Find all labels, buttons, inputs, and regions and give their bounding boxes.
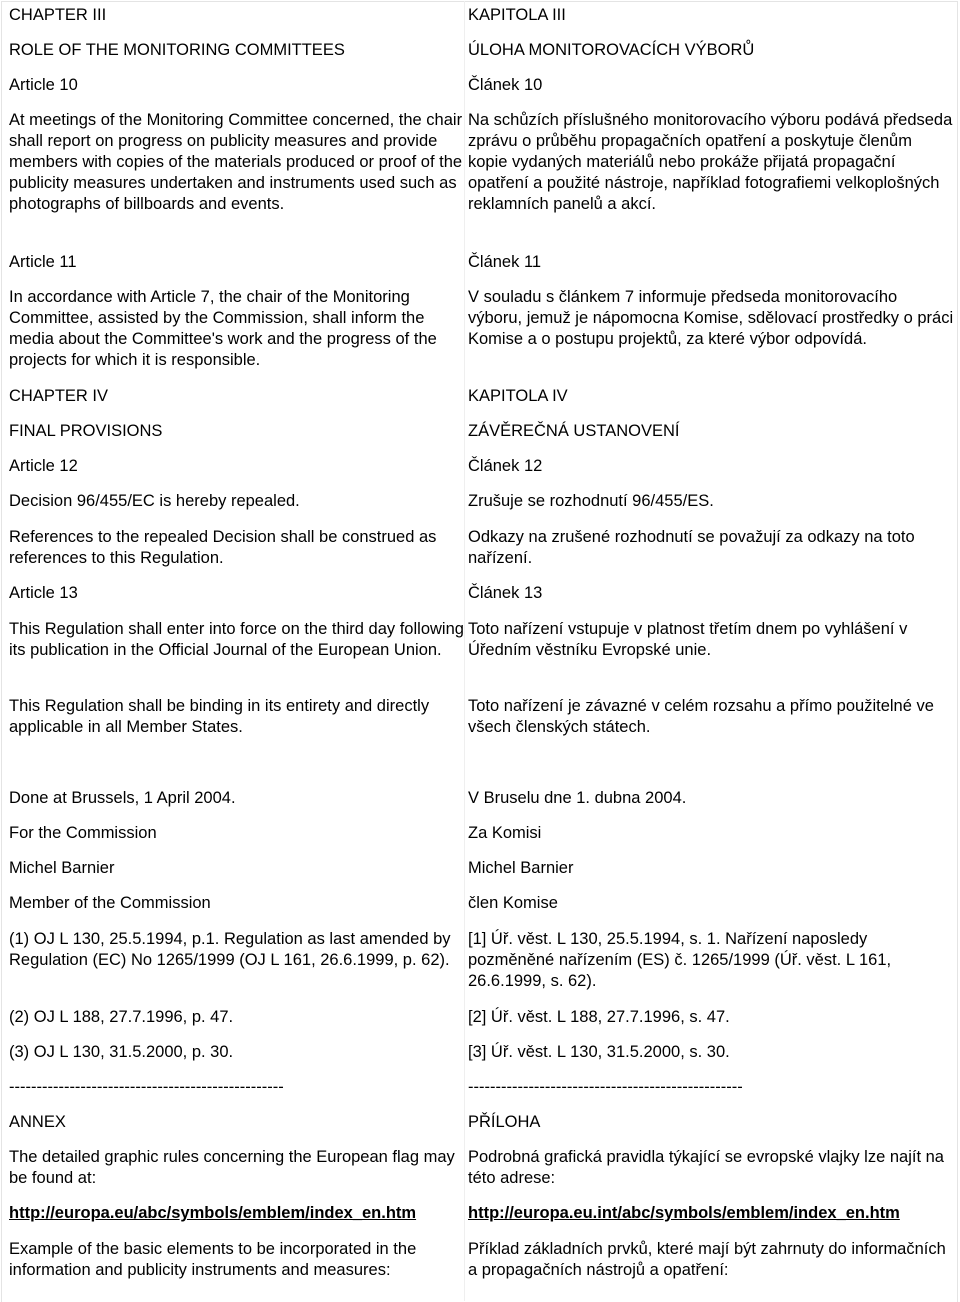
- chapter-title-en: ROLE OF THE MONITORING COMMITTEES: [9, 41, 345, 59]
- footnote-cs: [3] Úř. věst. L 130, 31.5.2000, s. 30.: [468, 1043, 730, 1061]
- signatory-role-en: Member of the Commission: [9, 894, 211, 912]
- signature-place-date-en: Done at Brussels, 1 April 2004.: [9, 789, 236, 807]
- chapter-heading-cs: KAPITOLA III: [468, 6, 566, 24]
- paragraph-en: In accordance with Article 7, the chair of the Monitoring Committee, assisted by the Commission, shall inform the media about the Committee's work and the progress of the projects for which it is responsible.: [9, 288, 437, 369]
- footnote-cs: [1] Úř. věst. L 130, 25.5.1994, s. 1. Nařízení naposledy pozměněné nařízením (ES) č. 1265/1999 (Úř. věst. L 161, 26.6.1999, s. 62).: [468, 930, 892, 990]
- paragraph-cs: V souladu s článkem 7 informuje předseda monitorovacího výboru, jemuž je nápomocna Komise, sdělovací prostředky o práci Komise a o postupu projektů, za které výbor odpovídá.: [468, 288, 954, 348]
- footnote-cs: [2] Úř. věst. L 188, 27.7.1996, s. 47.: [468, 1008, 730, 1026]
- paragraph-en: Decision 96/455/EC is hereby repealed.: [9, 492, 300, 510]
- signatory-body-cs: Za Komisi: [468, 824, 542, 842]
- signatory-name-en: Michel Barnier: [9, 859, 115, 877]
- chapter-heading-en: CHAPTER IV: [9, 387, 109, 405]
- paragraph-cs: Podrobná grafická pravidla týkající se evropské vlajky lze najít na této adrese:: [468, 1148, 944, 1187]
- paragraph-en: This Regulation shall be binding in its entirety and directly applicable in all Member States.: [9, 697, 430, 736]
- chapter-heading-cs: KAPITOLA IV: [468, 387, 568, 405]
- chapter-title-cs: ÚLOHA MONITOROVACÍCH VÝBORŮ: [468, 41, 755, 59]
- paragraph-en: Example of the basic elements to be incorporated in the information and publicity instruments and measures:: [9, 1240, 417, 1279]
- annex-heading-cs: PŘÍLOHA: [468, 1113, 541, 1131]
- article-heading-en: Article 12: [9, 457, 78, 475]
- paragraph-cs: Na schůzích příslušného monitorovacího výboru podává předseda zprávu o průběhu propagačních opatření a poskytuje členům kopie vydaných materiálů nebo prokáže přijatá propagační opatření a použité nástroje, například fotografiemi velkoplošných reklamních panelů a akcí.: [468, 111, 953, 213]
- signature-place-date-cs: V Bruselu dne 1. dubna 2004.: [468, 789, 687, 807]
- footnote-en: (3) OJ L 130, 31.5.2000, p. 30.: [9, 1043, 234, 1061]
- article-heading-en: Article 10: [9, 76, 78, 94]
- paragraph-en: At meetings of the Monitoring Committee concerned, the chair shall report on progress on publicity measures and provide members with copies of the materials produced or proof of the publicity measures undertaken and instruments used such as photographs of billboards and events.: [9, 111, 463, 213]
- signatory-role-cs: člen Komise: [468, 894, 558, 912]
- emblem-link-cs[interactable]: http://europa.eu.int/abc/symbols/emblem/index_en.htm: [468, 1204, 900, 1222]
- emblem-link-en[interactable]: http://europa.eu/abc/symbols/emblem/index_en.htm: [9, 1204, 417, 1222]
- article-heading-cs: Článek 13: [468, 584, 543, 602]
- paragraph-cs: Toto nařízení je závazné v celém rozsahu a přímo použitelné ve všech členských státech.: [468, 697, 934, 736]
- paragraph-cs: Příklad základních prvků, které mají být zahrnuty do informačních a propagačních nástrojů a opatření:: [468, 1240, 946, 1279]
- paragraph-en: References to the repealed Decision shall be construed as references to this Regulation.: [9, 528, 437, 567]
- paragraph-cs: Toto nařízení vstupuje v platnost třetím dnem po vyhlášení v Úředním věstníku Evropské unie.: [468, 620, 908, 659]
- article-heading-en: Article 13: [9, 584, 78, 602]
- chapter-title-cs: ZÁVĚREČNÁ USTANOVENÍ: [468, 422, 680, 440]
- annex-heading-en: ANNEX: [9, 1113, 66, 1131]
- article-heading-cs: Článek 12: [468, 457, 543, 475]
- chapter-heading-en: CHAPTER III: [9, 6, 107, 24]
- column-separator: [464, 1, 465, 1301]
- separator-line-cs: --------------------------------------------------: [468, 1078, 743, 1096]
- chapter-title-en: FINAL PROVISIONS: [9, 422, 163, 440]
- paragraph-cs: Odkazy na zrušené rozhodnutí se považují za odkazy na toto nařízení.: [468, 528, 915, 567]
- signatory-name-cs: Michel Barnier: [468, 859, 574, 877]
- separator-line-en: --------------------------------------------------: [9, 1078, 284, 1096]
- footnote-en: (2) OJ L 188, 27.7.1996, p. 47.: [9, 1008, 234, 1026]
- paragraph-en: This Regulation shall enter into force on the third day following its publication in the Official Journal of the European Union.: [9, 620, 464, 659]
- footnote-en: (1) OJ L 130, 25.5.1994, p.1. Regulation as last amended by Regulation (EC) No 1265/1999 (OJ L 161, 26.6.1999, p. 62).: [9, 930, 451, 969]
- paragraph-en: The detailed graphic rules concerning the European flag may be found at:: [9, 1148, 455, 1187]
- article-heading-en: Article 11: [9, 253, 77, 271]
- article-heading-cs: Článek 11: [468, 253, 542, 271]
- paragraph-cs: Zrušuje se rozhodnutí 96/455/ES.: [468, 492, 714, 510]
- signatory-body-en: For the Commission: [9, 824, 157, 842]
- article-heading-cs: Článek 10: [468, 76, 543, 94]
